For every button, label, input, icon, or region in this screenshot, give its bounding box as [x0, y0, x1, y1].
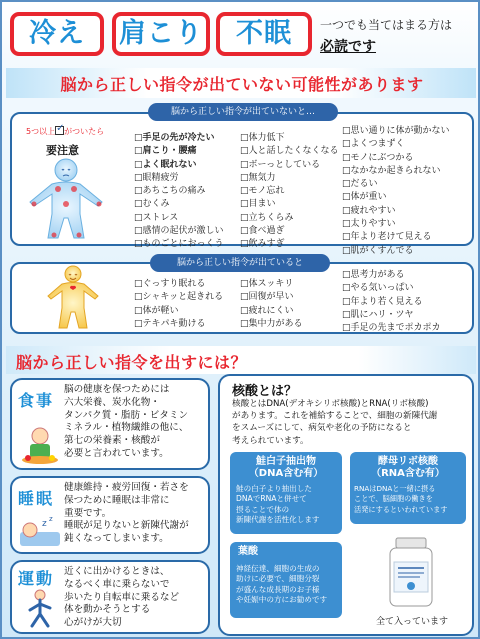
folic-acid-title: 葉酸 — [238, 546, 258, 557]
text-line: 核酸とはDNA(デオキシリボ核酸)とRNA(リボ核酸) — [232, 399, 429, 409]
diet-text — [64, 384, 188, 461]
list-item: □体が軽い — [134, 305, 179, 316]
text-line: タンパク質・脂肪・ビタミン — [64, 409, 189, 421]
title-box-insomnia: 不眠 — [216, 12, 312, 56]
benefit-list-col1 — [134, 278, 223, 331]
benefit-list-col3 — [342, 269, 441, 335]
list-item: □思い通りに体が動かない — [342, 126, 450, 136]
warning-label: 要注意 — [46, 144, 79, 157]
healthy-body-icon — [44, 264, 102, 330]
text-line: 睡眠が足りないと新陳代謝が — [64, 520, 189, 532]
rna-box-text — [354, 484, 447, 515]
text-line: があります。これを補給することで、細胞の新陳代謝 — [232, 411, 438, 422]
list-item: □思考力がある — [342, 270, 405, 280]
list-item: □ものごとにおっくう — [134, 239, 224, 250]
text-line: RNAはDNAと一緒に摂る — [354, 484, 436, 493]
list-item: □シャキッと起きれる — [134, 292, 224, 303]
header-line1: 一つでも当てはまる方は — [320, 18, 453, 32]
all-included-label: 全て入っています — [376, 617, 449, 627]
sleep-tag: 睡眠 — [18, 489, 55, 508]
diet-tag: 食事 — [18, 391, 55, 410]
header-line2: 必読です — [320, 39, 376, 55]
list-item: □やる気いっぱい — [342, 283, 414, 294]
sleeping-icon — [18, 514, 62, 550]
list-item: □モノ忘れ — [240, 186, 285, 197]
sleep-text — [64, 482, 189, 546]
list-item: □年より老けて見える — [342, 232, 432, 243]
nucleic-acid-text — [232, 398, 437, 447]
text-line: 鮭の白子より抽出した — [236, 484, 312, 493]
list-item: □テキパキ動ける — [134, 318, 206, 329]
list-item: □体が重い — [342, 192, 387, 203]
list-item: □無気力 — [240, 172, 276, 183]
text-line: や妊娠中の方にお勧めです — [236, 595, 328, 605]
title-box-cold: 冷え — [10, 12, 104, 56]
text-line: 六大栄養、炭水化物・ — [64, 396, 160, 408]
text-line: 健康維持・疲労回復・若さを — [64, 482, 189, 493]
svg-text:z: z — [49, 515, 53, 523]
symptom-list-col2 — [240, 132, 339, 252]
list-item: □飲みすぎ — [240, 239, 285, 250]
text-line: 必要と言われています。 — [64, 447, 169, 459]
list-item: □疲れやすい — [342, 205, 396, 216]
text-line: 心がけが大切 — [64, 617, 122, 629]
list-item: □立ちくらみ — [240, 212, 294, 223]
section3-title: 脳から正しい指令を出すには？ — [16, 353, 248, 372]
count-note-pre: 5つ以上 — [26, 127, 56, 136]
list-item: □食べ過ぎ — [240, 226, 285, 237]
list-item: □回復が早い — [240, 292, 294, 303]
list-item: □よくつまずく — [342, 139, 405, 150]
checkbox-icon — [55, 126, 64, 135]
text-line: なるべく車に乗らないで — [64, 578, 170, 590]
symptom-list-col1 — [134, 132, 224, 252]
dna-box-text — [236, 484, 320, 526]
exercise-text — [64, 566, 179, 630]
text-line: 保つために睡眠は非常に — [64, 494, 170, 506]
rna-box-title — [350, 456, 466, 480]
list-item: □目まい — [240, 199, 276, 210]
text-line: DNAでRNAと併せて — [236, 494, 307, 504]
list-item: □集中力がある — [240, 318, 303, 329]
list-item: □手足の先までポカポカ — [342, 323, 441, 334]
text-line: ミネラル・植物繊維の他に、 — [64, 422, 189, 434]
text-line: 活発にするといわれています — [354, 504, 448, 514]
supplement-bottle-icon — [384, 536, 438, 610]
folic-acid-text — [236, 564, 327, 606]
list-item: □人と話したくなくなる — [240, 146, 339, 157]
text-line: 鈍くなってしまいます。 — [64, 533, 169, 545]
list-item: □ストレス — [134, 212, 179, 223]
list-item: □体スッキリ — [240, 279, 294, 289]
text-line: 体を動かそうとする — [64, 604, 151, 616]
text-line: が盛んな成長期のお子様 — [236, 584, 320, 594]
list-item: □むくみ — [134, 199, 170, 210]
text-line: 摂ることで体の — [236, 504, 290, 514]
text-line: ことで、脳細胞の働きを — [354, 494, 433, 504]
text-line: 新陳代謝を活性化します — [236, 515, 320, 525]
benefit-list-col2 — [240, 278, 303, 331]
text-line: 第七の栄養素・核酸が — [64, 435, 160, 447]
symptom-list-col3 — [342, 125, 450, 258]
count-note-post: がついたら — [64, 127, 105, 136]
list-item: □体力低下 — [240, 133, 285, 143]
list-item: □なかなか起きられない — [342, 165, 441, 176]
food-icon — [18, 420, 62, 464]
list-item: □だるい — [342, 179, 378, 190]
list-item: □手足の先が冷たい — [134, 133, 215, 143]
nucleic-acid-title: 核酸とは？ — [232, 384, 298, 399]
benefits-pill: 脳から正しい指令が出ていると — [150, 254, 330, 272]
title-box-stiff-shoulders: 肩こり — [112, 12, 210, 56]
dna-box-title — [230, 456, 342, 480]
svg-text:z: z — [42, 519, 47, 529]
list-item: □あちこちの痛み — [134, 186, 206, 197]
text-line: 近くに出かけるときは、 — [64, 566, 170, 577]
text-line: 助けに必要で、細胞分裂 — [236, 574, 320, 584]
list-item: □眼精疲労 — [134, 172, 179, 183]
list-item: □ボーっとしている — [240, 159, 321, 170]
symptoms-pill: 脳から正しい指令が出ていないと… — [148, 103, 338, 121]
list-item: □肌がくすんでる — [342, 245, 414, 256]
list-item: □モノにぶつかる — [342, 152, 414, 163]
text-line: 考えられています。 — [232, 435, 309, 446]
dna-title-line2: （DNA含む有） — [248, 468, 324, 479]
text-line: 神経伝達、細胞の生成の — [236, 564, 320, 573]
exercise-tag: 運動 — [18, 569, 55, 588]
tired-body-icon — [22, 156, 110, 240]
list-item: □感情の起伏が激しい — [134, 226, 224, 237]
rna-title-line1: 酵母リボ核酸 — [378, 456, 438, 467]
list-item: □よく眠れない — [134, 159, 197, 170]
text-line: 歩いたり自転車に乗るなど — [64, 591, 180, 603]
list-item: □太りやすい — [342, 219, 396, 230]
text-line: をスムーズにして、病気や老化の予防になると — [232, 423, 412, 434]
banner-title: 脳から正しい指令が出ていない可能性があります — [60, 75, 424, 94]
list-item: □年より若く見える — [342, 296, 423, 307]
list-item: □ぐっすり眠れる — [134, 279, 206, 289]
dna-title-line1: 鮭白子抽出物 — [256, 456, 316, 467]
list-item: □疲れにくい — [240, 305, 294, 316]
list-item: □肌にハリ・ツヤ — [342, 309, 414, 320]
text-line: 重要です。 — [64, 507, 112, 519]
text-line: 脳の健康を保つためには — [64, 384, 170, 395]
count-note — [26, 126, 104, 137]
rna-title-line2: （RNA含む有） — [371, 468, 445, 479]
list-item: □肩こり・腰痛 — [134, 146, 197, 157]
walking-icon — [20, 588, 60, 630]
